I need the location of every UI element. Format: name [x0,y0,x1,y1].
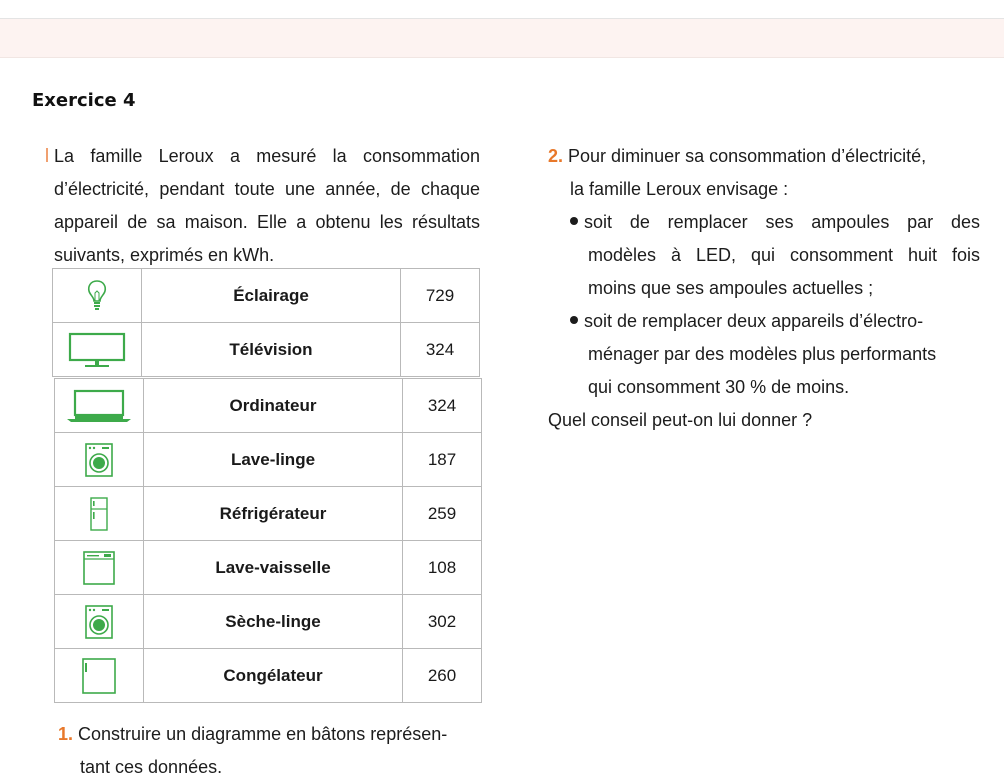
question-1-text: Construire un diagramme en bâtons représen- [78,724,448,744]
icon-cell [55,595,144,649]
intro-line: suivants, exprimés en kWh. [54,245,275,265]
bullet-item [548,206,980,239]
top-band [0,19,1004,58]
intro-line: La famille Leroux a mesuré la consommation [54,146,480,166]
bullet-1-line: moins que ses ampoules actuelles ; [588,278,874,298]
table-row [55,433,482,487]
question-2 [548,140,980,437]
question-2-number: 2. [548,146,564,166]
television-icon [68,332,126,368]
appliance-name: Lave-vaisselle [144,541,403,595]
bullet-2-line: qui consomment 30 % de moins. [588,377,850,397]
appliance-name: Congélateur [144,649,403,703]
icon-cell [55,433,144,487]
bullet-2-line: ménager par des modèles plus performants [588,344,937,364]
consumption-value: 187 [403,433,482,487]
appliance-name: Éclairage [142,269,401,323]
laptop-icon [66,389,132,423]
table-row [53,323,480,377]
appliance-name: Réfrigérateur [144,487,403,541]
appliance-name: Télévision [142,323,401,377]
table-row [55,487,482,541]
table-row [55,541,482,595]
consumption-value: 729 [401,269,480,323]
icon-cell [53,269,142,323]
intro-paragraph [54,140,480,272]
consumption-table-top [52,268,480,377]
icon-cell [53,323,142,377]
table-row [53,269,480,323]
bullet-dot [570,217,578,225]
consumption-table-bottom [54,378,482,703]
refrigerator-icon [89,496,109,532]
bullet-item [548,305,980,338]
light-bulb-icon [86,279,108,313]
question-2-line [548,140,980,173]
appliance-name: Sèche-linge [144,595,403,649]
consumption-value: 259 [403,487,482,541]
icon-cell [55,379,144,433]
question-1-number: 1. [58,724,74,744]
appliance-name: Lave-linge [144,433,403,487]
freezer-icon [81,657,117,695]
bullet-2-line: soit de remplacer deux appareils d’électro- [584,311,924,331]
intro-line: d’électricité, pendant toute une année, de chaque [54,179,480,199]
table-row [55,379,482,433]
bullet-1-line: soit de remplacer ses ampoules par des [584,212,980,232]
question-2-text: Pour diminuer sa consommation d’électricité, [568,146,927,166]
question-1-line: tant ces données. [80,757,223,777]
dryer-icon [84,604,114,640]
table-row [55,649,482,703]
bullet-dot [570,316,578,324]
consumption-value: 324 [403,379,482,433]
margin-tick [46,148,48,162]
question-2-final: Quel conseil peut-on lui donner ? [548,410,813,430]
appliance-name: Ordinateur [144,379,403,433]
question-1 [58,718,498,784]
intro-line: appareil de sa maison. Elle a obtenu les résultats [54,212,480,232]
consumption-value: 260 [403,649,482,703]
dishwasher-icon [82,550,116,586]
question-1-line [58,718,498,751]
table-row [55,595,482,649]
consumption-value: 302 [403,595,482,649]
icon-cell [55,487,144,541]
consumption-value: 324 [401,323,480,377]
bullet-1-line: modèles à LED, qui consomment huit fois [588,245,980,265]
icon-cell [55,541,144,595]
question-2-line: la famille Leroux envisage : [570,179,789,199]
consumption-value: 108 [403,541,482,595]
exercise-title: Exercice 4 [32,90,136,111]
washing-machine-icon [84,442,114,478]
icon-cell [55,649,144,703]
